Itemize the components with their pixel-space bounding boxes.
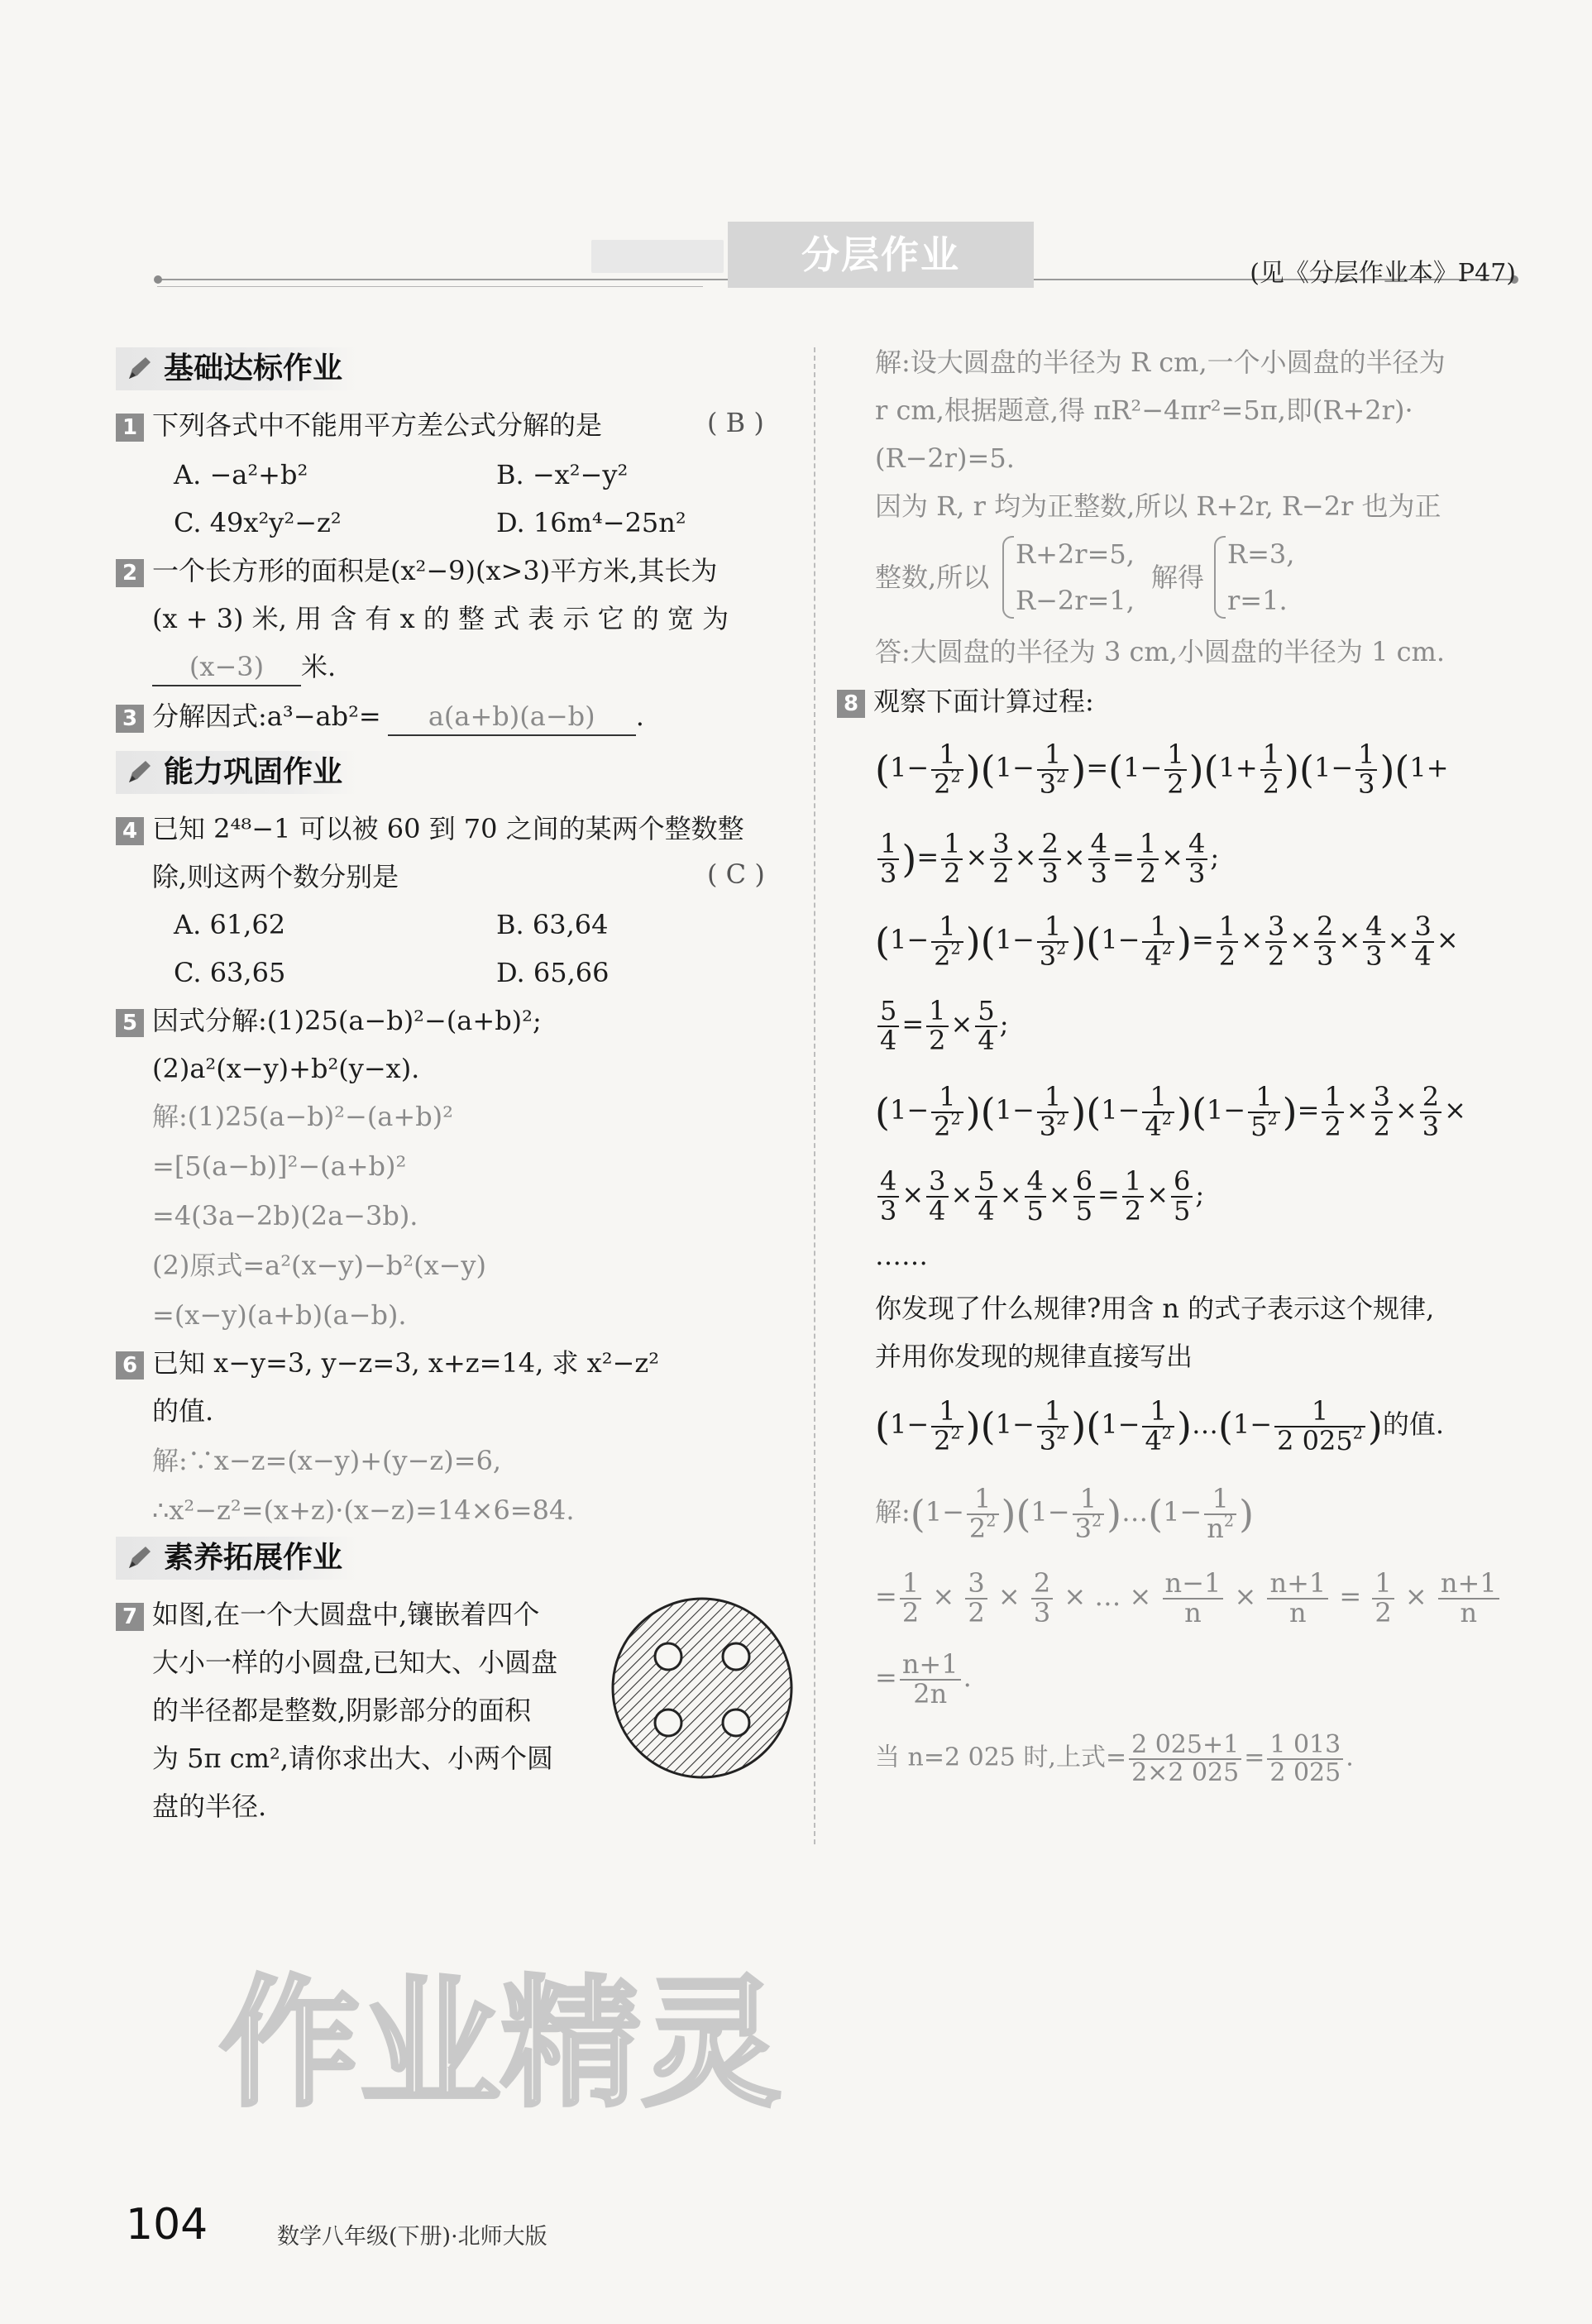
computation-row-1b: $\frac{1}{3}$ )= $\frac{1}{2}$ × $\frac{3}{2}$ × $\frac{2}{3}$ × $\frac{4}{3}$ = $\frac{1}{2}$ × $\frac{4}{3}$ ; (875, 830, 1219, 887)
question-text: 一个长方形的面积是(x²−9)(x>3)平方米,其长为 (152, 555, 718, 586)
svg-text:作业精灵: 作业精灵 (219, 1963, 782, 2126)
section-title: 素养拓展作业 (164, 1541, 343, 1575)
option-a: A. 61,62 (174, 909, 286, 940)
computation-row-3b: $\frac{4}{3}$ × $\frac{3}{4}$ × $\frac{5}{4}$ × $\frac{4}{5}$ × $\frac{6}{5}$ = $\frac{1}{2}$ × $\frac{6}{5}$ ; (875, 1168, 1204, 1225)
disc-figure (609, 1595, 796, 1781)
section-heading-extend (116, 1537, 357, 1580)
option-b: B. −x²−y² (496, 459, 629, 490)
solution-line: 解:(1)25(a−b)²−(a+b)² (152, 1101, 453, 1132)
question-8-ask1: 你发现了什么规律?用含 n 的式子表示这个规律, (875, 1293, 1435, 1324)
fraction-denominator: 2 025 (1269, 1757, 1341, 1787)
question-4-line2: 除,则这两个数分别是 (152, 861, 399, 892)
question-text: 的值. (1382, 1408, 1445, 1441)
option-d: D. 16m⁴−25n² (496, 507, 686, 538)
question-number: 2 (116, 559, 144, 587)
question-text: 已知 x−y=3, y−z=3, x+z=14, 求 x²−z² (152, 1347, 660, 1379)
computation-row-1: (1− $\frac{1}{2^2}$ )(1− $\frac{1}{3^2}$ )=(1− $\frac{1}{2}$ )(1+ $\frac{1}{2}$ )(1− $\frac{1}{3}$ )(1+ (875, 739, 1449, 800)
question-6-line2: 的值. (152, 1395, 214, 1427)
question-number: 7 (116, 1603, 144, 1631)
solution-line: r cm,根据题意,得 πR²−4πr²=5π,即(R+2r)· (875, 395, 1413, 426)
solution-line: (2)原式=a²(x−y)−b²(x−y) (152, 1250, 486, 1281)
banner-reference: (见《分层作业本》P47) (1250, 259, 1516, 288)
question-5-line2: (2)a²(x−y)+b²(y−x). (152, 1053, 420, 1084)
question-8-expression: (1− $\frac{1}{2^2}$ )(1− $\frac{1}{3^2}$ )(1− $\frac{1}{4^2}$ )…(1− $\frac{1}{2 025^2}$ )的值. (875, 1395, 1445, 1456)
solution-line: ∴x²−z²=(x+z)·(x−z)=14×6=84. (152, 1494, 575, 1526)
option-b: B. 63,64 (496, 909, 609, 940)
question-text: 米. (301, 651, 337, 682)
question-7-line1 (116, 1596, 539, 1633)
question-4-line1 (116, 811, 744, 847)
solution-line: 解:∵x−z=(x−y)+(y−z)=6, (152, 1445, 502, 1476)
fraction-denominator: 2×2 025 (1131, 1757, 1240, 1787)
computation-row-2: (1− $\frac{1}{2^2}$ )(1− $\frac{1}{3^2}$ )(1− $\frac{1}{4^2}$ )= $\frac{1}{2}$ × $\frac{3}{2}$ × $\frac{2}{3}$ × $\frac{4}{3}$ × $\frac{3}{4}$ × (875, 911, 1459, 972)
question-number: 3 (116, 705, 144, 733)
computation-row-2b: $\frac{5}{4}$ = $\frac{1}{2}$ × $\frac{5}{4}$ ; (875, 997, 1008, 1054)
option-c: C. 49x²y²−z² (174, 507, 342, 538)
question-3 (116, 698, 644, 736)
question-4-answer: ( C ) (707, 858, 765, 890)
watermark-stamp (219, 1952, 782, 2126)
pencil-icon (126, 758, 154, 786)
question-7-line4: 为 5π cm²,请你求出大、小两个圆 (152, 1743, 554, 1774)
question-number: 4 (116, 817, 144, 845)
question-number: 8 (837, 690, 865, 718)
question-2-line3 (152, 648, 336, 686)
computation-row-3: (1− $\frac{1}{2^2}$ )(1− $\frac{1}{3^2}$ )(1− $\frac{1}{4^2}$ )(1− $\frac{1}{5^2}$ )= $\frac{1}{2}$ × $\frac{3}{2}$ × $\frac{2}{3}$ × (875, 1081, 1466, 1142)
solution-line: 解得 (1151, 562, 1205, 593)
brace-icon (1002, 536, 1014, 619)
section-heading-ability (116, 751, 357, 794)
solution-line: =(x−y)(a+b)(a−b). (152, 1299, 407, 1331)
column-divider (814, 347, 815, 1844)
question-text: 分解因式:a³−ab²= (152, 701, 381, 732)
solution-line: 因为 R, r 均为正整数,所以 R+2r, R−2r 也为正 (875, 490, 1441, 522)
option-d: D. 65,66 (496, 957, 610, 988)
question-7-line5: 盘的半径. (152, 1791, 267, 1822)
question-6-line1 (116, 1345, 659, 1381)
section-heading-basic (116, 347, 357, 390)
question-number: 6 (116, 1351, 144, 1380)
page-number: 104 (126, 2200, 208, 2250)
solution-line: = $\frac{1}{2}$ × $\frac{3}{2}$ × $\frac{2}{3}$ × … × $\frac{n-1}{n}$ × $\frac{n+1}{n}$ = $\frac{1}{2}$ × $\frac{n+1}{n}$ (875, 1570, 1502, 1627)
banner-title: 分层作业 (728, 222, 1034, 288)
answer-blank: (x−3) (152, 648, 301, 686)
brace-icon (1214, 536, 1226, 619)
option-a: A. −a²+b² (174, 459, 308, 490)
solution-line: 整数,所以 (875, 562, 990, 593)
question-text: 因式分解:(1)25(a−b)²−(a+b)²; (152, 1005, 542, 1036)
solution-line: = $\frac{n+1}{2n}$ . (875, 1648, 972, 1710)
pencil-icon (126, 1543, 154, 1571)
equation: R+2r=5, (1016, 538, 1135, 570)
solution-line: 解:设大圆盘的半径为 R cm,一个小圆盘的半径为 (875, 347, 1446, 378)
solution-line: =[5(a−b)]²−(a+b)² (152, 1150, 407, 1182)
fraction-numerator: 2 025+1 (1129, 1732, 1241, 1760)
question-text: 下列各式中不能用平方差公式分解的是 (152, 409, 603, 441)
footer-text: 数学八年级(下册)·北师大版 (277, 2224, 547, 2250)
question-2-line1 (116, 552, 717, 589)
answer-blank: a(a+b)(a−b) (388, 698, 636, 736)
ellipsis: …… (875, 1240, 928, 1271)
fraction-numerator: 1 013 (1267, 1732, 1343, 1760)
pencil-icon (126, 354, 154, 382)
question-number: 5 (116, 1009, 144, 1037)
question-8-stem (837, 683, 1094, 720)
question-7-line2: 大小一样的小圆盘,已知大、小圆盘 (152, 1647, 558, 1678)
section-title: 能力巩固作业 (164, 755, 343, 789)
solution-line: 解:(1− $\frac{1}{2^2}$ )(1− $\frac{1}{3^2}$ )…(1− $\frac{1}{n^2}$ ) (875, 1483, 1255, 1544)
solution-line: (R−2r)=5. (875, 442, 1015, 474)
question-5-line1 (116, 1002, 542, 1039)
question-number: 1 (116, 414, 144, 442)
solution-line: 答:大圆盘的半径为 3 cm,小圆盘的半径为 1 cm. (875, 636, 1446, 667)
solution-text: 当 n=2 025 时,上式= (875, 1743, 1127, 1772)
solution-line: 当 n=2 025 时,上式= $\frac{2 025+1}{2\times 2 025}$ = $\frac{1 013}{2 025}$ . (875, 1730, 1354, 1787)
equation: r=1. (1227, 585, 1288, 616)
banner-decoration (591, 240, 724, 273)
banner-rule-thin (157, 286, 703, 287)
equation: R−2r=1, (1016, 585, 1135, 616)
question-8-ask2: 并用你发现的规律直接写出 (875, 1341, 1193, 1372)
question-2-line2: (x + 3) 米, 用 含 有 x 的 整 式 表 示 它 的 宽 为 (152, 603, 729, 634)
question-text: 如图,在一个大圆盘中,镶嵌着四个 (152, 1599, 540, 1630)
question-7-line3: 的半径都是整数,阴影部分的面积 (152, 1695, 532, 1726)
solution-line: =4(3a−2b)(2a−3b). (152, 1200, 418, 1231)
question-text: 观察下面计算过程: (873, 686, 1094, 717)
equation: R=3, (1227, 538, 1295, 570)
question-1-stem (116, 407, 602, 443)
banner-dot-icon (154, 275, 162, 284)
question-text: 已知 2⁴⁸−1 可以被 60 到 70 之间的某两个整数整 (152, 813, 744, 844)
question-text: . (635, 701, 644, 732)
option-c: C. 63,65 (174, 957, 286, 988)
section-title: 基础达标作业 (164, 351, 343, 385)
question-1-answer: ( B ) (707, 407, 764, 438)
